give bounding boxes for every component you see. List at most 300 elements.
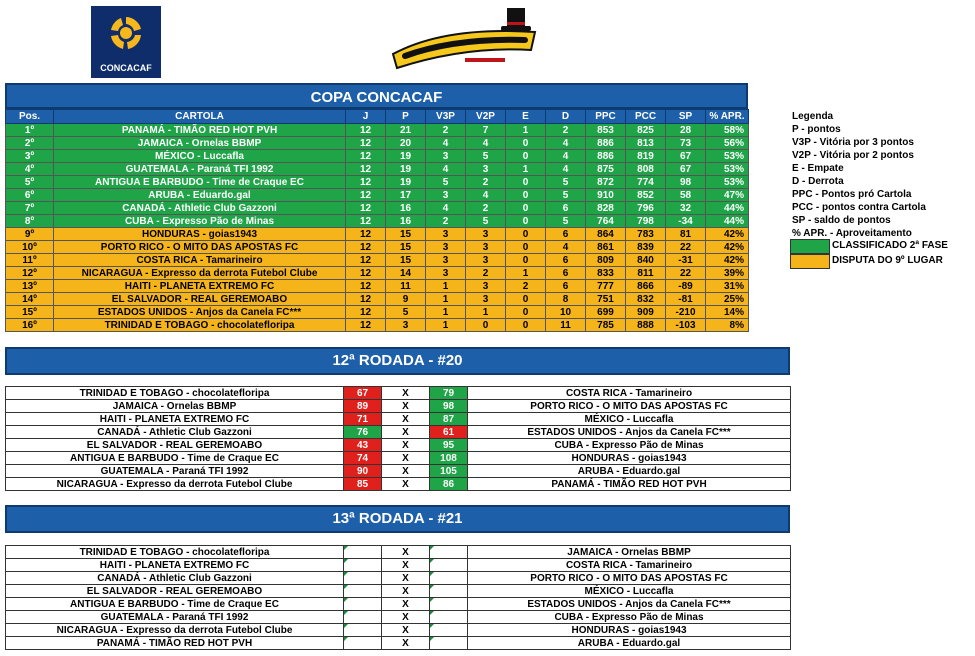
home-team: NICARAGUA - Expresso da derrota Futebol Clube [6, 478, 344, 491]
away-score: 98 [430, 400, 468, 413]
concacaf-emblem-icon [108, 15, 144, 51]
standings-cell-team: HONDURAS - goias1943 [54, 228, 346, 241]
round-13-title: 13ª RODADA - #21 [5, 505, 790, 533]
standings-cell-d: 10 [546, 306, 586, 319]
legend-classified-label: CLASSIFICADO 2ª FASE [832, 240, 948, 251]
standings-header-cell: V2P [466, 110, 506, 124]
standings-cell-ppc: 764 [586, 215, 626, 228]
standings-cell-d: 2 [546, 124, 586, 137]
standings-cell-pos: 2º [6, 137, 54, 150]
away-team: ESTADOS UNIDOS - Anjos da Canela FC*** [468, 598, 791, 611]
match-row [6, 426, 791, 439]
away-score: 61 [430, 426, 468, 439]
standings-cell-d: 11 [546, 319, 586, 332]
standings-cell-p: 20 [386, 137, 426, 150]
standings-cell-pcc: 839 [626, 241, 666, 254]
standings-cell-apr: 42% [706, 241, 749, 254]
standings-cell-p: 17 [386, 189, 426, 202]
standings-cell-team: GUATEMALA - Paraná TFI 1992 [54, 163, 346, 176]
standings-row [6, 137, 749, 150]
match-row [6, 611, 791, 624]
standings-cell-ppc: 751 [586, 293, 626, 306]
standings-cell-e: 0 [506, 293, 546, 306]
standings-cell-ppc: 886 [586, 150, 626, 163]
legend-classified-swatch [790, 239, 830, 254]
standings-cell-ppc: 886 [586, 137, 626, 150]
away-team: COSTA RICA - Tamarineiro [468, 387, 791, 400]
standings-header-cell: J [346, 110, 386, 124]
standings-cell-pcc: 783 [626, 228, 666, 241]
round-12-title: 12ª RODADA - #20 [5, 347, 790, 375]
so-campeonatos-logo [385, 6, 545, 76]
standings-cell-v3p: 1 [426, 293, 466, 306]
standings-cell-p: 19 [386, 163, 426, 176]
versus-label: X [382, 611, 430, 624]
match-row [6, 637, 791, 650]
standings-cell-sp: 73 [666, 137, 706, 150]
standings-cell-ppc: 809 [586, 254, 626, 267]
standings-cell-pcc: 888 [626, 319, 666, 332]
home-score: 67 [344, 387, 382, 400]
standings-cell-p: 3 [386, 319, 426, 332]
standings-cell-ppc: 872 [586, 176, 626, 189]
standings-cell-e: 1 [506, 163, 546, 176]
standings-cell-v2p: 5 [466, 215, 506, 228]
home-score [344, 624, 382, 637]
home-team: GUATEMALA - Paraná TFI 1992 [6, 465, 344, 478]
standings-cell-pcc: 825 [626, 124, 666, 137]
home-score [344, 598, 382, 611]
concacaf-logo-text: CONCACAF [100, 63, 152, 73]
away-team: ARUBA - Eduardo.gal [468, 637, 791, 650]
standings-cell-pos: 8º [6, 215, 54, 228]
standings-table [5, 109, 749, 332]
competition-title: COPA CONCACAF [5, 83, 748, 109]
away-team: JAMAICA - Ornelas BBMP [468, 546, 791, 559]
standings-cell-v2p: 7 [466, 124, 506, 137]
standings-cell-pcc: 840 [626, 254, 666, 267]
standings-cell-pcc: 774 [626, 176, 666, 189]
standings-cell-p: 15 [386, 254, 426, 267]
standings-cell-pcc: 813 [626, 137, 666, 150]
standings-cell-pcc: 852 [626, 189, 666, 202]
standings-cell-ppc: 699 [586, 306, 626, 319]
home-team: TRINIDAD E TOBAGO - chocolatefloripa [6, 387, 344, 400]
standings-cell-pos: 5º [6, 176, 54, 189]
home-team: ANTIGUA E BARBUDO - Time de Craque EC [6, 598, 344, 611]
standings-cell-e: 0 [506, 228, 546, 241]
standings-cell-team: MÉXICO - Luccafla [54, 150, 346, 163]
away-score [430, 559, 468, 572]
round-13-table [5, 545, 791, 650]
standings-row [6, 202, 749, 215]
standings-row [6, 254, 749, 267]
standings-cell-apr: 58% [706, 124, 749, 137]
standings-cell-v3p: 1 [426, 319, 466, 332]
standings-cell-p: 19 [386, 150, 426, 163]
standings-header-cell: E [506, 110, 546, 124]
standings-cell-sp: -103 [666, 319, 706, 332]
standings-cell-d: 6 [546, 228, 586, 241]
standings-row [6, 280, 749, 293]
standings-cell-pos: 10º [6, 241, 54, 254]
versus-label: X [382, 426, 430, 439]
standings-cell-e: 0 [506, 137, 546, 150]
home-team: EL SALVADOR - REAL GEREMOABO [6, 585, 344, 598]
legend-item: SP - saldo de pontos [792, 215, 891, 226]
home-score: 71 [344, 413, 382, 426]
away-score [430, 611, 468, 624]
home-score: 90 [344, 465, 382, 478]
standings-row [6, 163, 749, 176]
legend-title: Legenda [792, 111, 834, 122]
standings-cell-apr: 44% [706, 202, 749, 215]
standings-row [6, 150, 749, 163]
home-score [344, 546, 382, 559]
standings-row [6, 241, 749, 254]
standings-cell-d: 4 [546, 163, 586, 176]
legend-item: E - Empate [792, 163, 844, 174]
home-team: ANTIGUA E BARBUDO - Time de Craque EC [6, 452, 344, 465]
match-row [6, 452, 791, 465]
standings-cell-v2p: 3 [466, 293, 506, 306]
standings-cell-team: HAITI - PLANETA EXTREMO FC [54, 280, 346, 293]
standings-cell-v2p: 1 [466, 306, 506, 319]
legend-item: V2P - Vitória por 2 pontos [792, 150, 914, 161]
away-score [430, 598, 468, 611]
standings-row [6, 189, 749, 202]
standings-cell-e: 0 [506, 319, 546, 332]
standings-cell-ppc: 875 [586, 163, 626, 176]
standings-cell-e: 1 [506, 267, 546, 280]
standings-cell-pos: 11º [6, 254, 54, 267]
standings-cell-d: 6 [546, 254, 586, 267]
standings-cell-v2p: 5 [466, 150, 506, 163]
away-team: ARUBA - Eduardo.gal [468, 465, 791, 478]
away-team: MÉXICO - Luccafla [468, 413, 791, 426]
home-score [344, 585, 382, 598]
standings-cell-v2p: 2 [466, 176, 506, 189]
away-score: 95 [430, 439, 468, 452]
standings-cell-p: 14 [386, 267, 426, 280]
standings-cell-j: 12 [346, 254, 386, 267]
versus-label: X [382, 572, 430, 585]
versus-label: X [382, 624, 430, 637]
standings-cell-pos: 15º [6, 306, 54, 319]
away-team: PORTO RICO - O MITO DAS APOSTAS FC [468, 400, 791, 413]
standings-row [6, 306, 749, 319]
standings-row [6, 267, 749, 280]
standings-cell-sp: 22 [666, 241, 706, 254]
standings-cell-v2p: 4 [466, 189, 506, 202]
standings-cell-ppc: 864 [586, 228, 626, 241]
legend-item: PPC - Pontos pró Cartola [792, 189, 912, 200]
match-row [6, 465, 791, 478]
match-row [6, 598, 791, 611]
standings-cell-v3p: 3 [426, 254, 466, 267]
home-team: NICARAGUA - Expresso da derrota Futebol Clube [6, 624, 344, 637]
standings-cell-apr: 44% [706, 215, 749, 228]
standings-cell-j: 12 [346, 319, 386, 332]
standings-cell-d: 4 [546, 241, 586, 254]
standings-cell-v2p: 3 [466, 254, 506, 267]
standings-cell-pcc: 798 [626, 215, 666, 228]
standings-header-row [6, 110, 749, 124]
standings-cell-pos: 4º [6, 163, 54, 176]
standings-header-cell: PCC [626, 110, 666, 124]
standings-cell-apr: 42% [706, 228, 749, 241]
standings-cell-j: 12 [346, 215, 386, 228]
away-team: HONDURAS - goias1943 [468, 624, 791, 637]
standings-cell-pcc: 866 [626, 280, 666, 293]
standings-cell-team: JAMAICA - Ornelas BBMP [54, 137, 346, 150]
standings-cell-ppc: 777 [586, 280, 626, 293]
standings-cell-p: 19 [386, 176, 426, 189]
home-score: 43 [344, 439, 382, 452]
standings-cell-j: 12 [346, 241, 386, 254]
standings-cell-ppc: 785 [586, 319, 626, 332]
standings-cell-v3p: 3 [426, 150, 466, 163]
away-score: 79 [430, 387, 468, 400]
standings-cell-sp: 58 [666, 189, 706, 202]
standings-cell-ppc: 910 [586, 189, 626, 202]
standings-cell-j: 12 [346, 202, 386, 215]
versus-label: X [382, 452, 430, 465]
standings-cell-v2p: 2 [466, 267, 506, 280]
versus-label: X [382, 400, 430, 413]
standings-cell-p: 15 [386, 228, 426, 241]
standings-cell-sp: -31 [666, 254, 706, 267]
standings-cell-pos: 16º [6, 319, 54, 332]
standings-cell-apr: 25% [706, 293, 749, 306]
match-row [6, 400, 791, 413]
standings-cell-team: ANTIGUA E BARBUDO - Time de Craque EC [54, 176, 346, 189]
standings-cell-v3p: 3 [426, 228, 466, 241]
standings-cell-d: 8 [546, 293, 586, 306]
standings-cell-v3p: 4 [426, 163, 466, 176]
standings-cell-team: PANAMÁ - TIMÃO RED HOT PVH [54, 124, 346, 137]
standings-cell-v2p: 4 [466, 137, 506, 150]
standings-cell-j: 12 [346, 306, 386, 319]
away-team: CUBA - Expresso Pão de Minas [468, 439, 791, 452]
away-team: PANAMÁ - TIMÃO RED HOT PVH [468, 478, 791, 491]
standings-cell-e: 0 [506, 254, 546, 267]
away-team: MÉXICO - Luccafla [468, 585, 791, 598]
standings-cell-v3p: 5 [426, 176, 466, 189]
away-score [430, 585, 468, 598]
versus-label: X [382, 478, 430, 491]
standings-cell-e: 0 [506, 202, 546, 215]
standings-cell-pcc: 811 [626, 267, 666, 280]
match-row [6, 439, 791, 452]
standings-cell-v2p: 3 [466, 163, 506, 176]
standings-cell-e: 2 [506, 280, 546, 293]
away-score: 86 [430, 478, 468, 491]
standings-cell-apr: 31% [706, 280, 749, 293]
standings-cell-j: 12 [346, 163, 386, 176]
standings-cell-apr: 56% [706, 137, 749, 150]
versus-label: X [382, 387, 430, 400]
standings-cell-v2p: 3 [466, 241, 506, 254]
standings-cell-apr: 53% [706, 176, 749, 189]
standings-cell-team: ARUBA - Eduardo.gal [54, 189, 346, 202]
standings-cell-v3p: 2 [426, 124, 466, 137]
standings-header-cell: Pos. [6, 110, 54, 124]
standings-cell-sp: -34 [666, 215, 706, 228]
away-score [430, 624, 468, 637]
home-team: TRINIDAD E TOBAGO - chocolatefloripa [6, 546, 344, 559]
away-score [430, 637, 468, 650]
standings-cell-team: PORTO RICO - O MITO DAS APOSTAS FC [54, 241, 346, 254]
standings-cell-e: 0 [506, 215, 546, 228]
standings-cell-e: 0 [506, 189, 546, 202]
match-row [6, 585, 791, 598]
away-score: 87 [430, 413, 468, 426]
standings-cell-p: 16 [386, 215, 426, 228]
legend-item: V3P - Vitória por 3 pontos [792, 137, 914, 148]
standings-cell-v3p: 2 [426, 215, 466, 228]
standings-cell-v2p: 0 [466, 319, 506, 332]
standings-cell-pos: 7º [6, 202, 54, 215]
standings-header-cell: CARTOLA [54, 110, 346, 124]
standings-cell-e: 0 [506, 241, 546, 254]
standings-cell-sp: 28 [666, 124, 706, 137]
standings-cell-pos: 3º [6, 150, 54, 163]
home-team: HAITI - PLANETA EXTREMO FC [6, 559, 344, 572]
standings-cell-e: 1 [506, 124, 546, 137]
standings-cell-p: 9 [386, 293, 426, 306]
standings-header-cell: SP [666, 110, 706, 124]
versus-label: X [382, 465, 430, 478]
standings-cell-v2p: 2 [466, 202, 506, 215]
standings-cell-apr: 53% [706, 150, 749, 163]
standings-cell-j: 12 [346, 293, 386, 306]
home-team: EL SALVADOR - REAL GEREMOABO [6, 439, 344, 452]
match-row [6, 478, 791, 491]
away-team: CUBA - Expresso Pão de Minas [468, 611, 791, 624]
standings-row [6, 124, 749, 137]
standings-cell-j: 12 [346, 280, 386, 293]
standings-cell-sp: -81 [666, 293, 706, 306]
home-team: GUATEMALA - Paraná TFI 1992 [6, 611, 344, 624]
home-team: CANADÁ - Athletic Club Gazzoni [6, 572, 344, 585]
standings-cell-d: 4 [546, 137, 586, 150]
match-row [6, 413, 791, 426]
legend-item: PCC - pontos contra Cartola [792, 202, 926, 213]
standings-cell-j: 12 [346, 228, 386, 241]
standings-cell-sp: 81 [666, 228, 706, 241]
legend-item: % APR. - Aproveitamento [792, 228, 912, 239]
standings-cell-v2p: 3 [466, 228, 506, 241]
concacaf-logo [91, 6, 161, 78]
match-row [6, 546, 791, 559]
standings-header-cell: D [546, 110, 586, 124]
standings-header-cell: P [386, 110, 426, 124]
away-score: 108 [430, 452, 468, 465]
standings-cell-ppc: 828 [586, 202, 626, 215]
standings-cell-pos: 1º [6, 124, 54, 137]
match-row [6, 387, 791, 400]
versus-label: X [382, 439, 430, 452]
standings-cell-pcc: 819 [626, 150, 666, 163]
standings-cell-apr: 39% [706, 267, 749, 280]
home-score [344, 637, 382, 650]
standings-cell-d: 5 [546, 215, 586, 228]
versus-label: X [382, 559, 430, 572]
home-score: 74 [344, 452, 382, 465]
standings-cell-v3p: 1 [426, 280, 466, 293]
standings-cell-pcc: 909 [626, 306, 666, 319]
standings-cell-e: 0 [506, 176, 546, 189]
versus-label: X [382, 546, 430, 559]
standings-row [6, 293, 749, 306]
standings-cell-ppc: 853 [586, 124, 626, 137]
standings-cell-d: 4 [546, 150, 586, 163]
standings-cell-p: 16 [386, 202, 426, 215]
home-score: 89 [344, 400, 382, 413]
standings-cell-apr: 53% [706, 163, 749, 176]
standings-cell-sp: 22 [666, 267, 706, 280]
standings-cell-v3p: 3 [426, 267, 466, 280]
standings-cell-apr: 8% [706, 319, 749, 332]
standings-cell-pos: 14º [6, 293, 54, 306]
home-score [344, 572, 382, 585]
standings-cell-p: 21 [386, 124, 426, 137]
standings-cell-apr: 14% [706, 306, 749, 319]
standings-cell-team: CANADÁ - Athletic Club Gazzoni [54, 202, 346, 215]
standings-cell-pos: 13º [6, 280, 54, 293]
standings-cell-v3p: 3 [426, 189, 466, 202]
legend [792, 110, 926, 240]
standings-cell-j: 12 [346, 176, 386, 189]
standings-cell-team: COSTA RICA - Tamarineiro [54, 254, 346, 267]
match-row [6, 572, 791, 585]
standings-row [6, 215, 749, 228]
home-score: 76 [344, 426, 382, 439]
standings-header-cell: V3P [426, 110, 466, 124]
home-score: 85 [344, 478, 382, 491]
away-team: PORTO RICO - O MITO DAS APOSTAS FC [468, 572, 791, 585]
standings-cell-v3p: 4 [426, 137, 466, 150]
away-score [430, 572, 468, 585]
standings-cell-pcc: 808 [626, 163, 666, 176]
away-team: COSTA RICA - Tamarineiro [468, 559, 791, 572]
standings-cell-ppc: 833 [586, 267, 626, 280]
standings-cell-apr: 42% [706, 254, 749, 267]
standings-cell-pos: 6º [6, 189, 54, 202]
standings-row [6, 319, 749, 332]
standings-cell-d: 5 [546, 176, 586, 189]
standings-cell-team: NICARAGUA - Expresso da derrota Futebol Clube [54, 267, 346, 280]
standings-cell-pos: 12º [6, 267, 54, 280]
standings-cell-pcc: 832 [626, 293, 666, 306]
standings-row [6, 228, 749, 241]
standings-header-cell: PPC [586, 110, 626, 124]
standings-cell-d: 5 [546, 189, 586, 202]
away-score [430, 546, 468, 559]
standings-cell-v2p: 3 [466, 280, 506, 293]
standings-cell-v3p: 4 [426, 202, 466, 215]
away-team: HONDURAS - goias1943 [468, 452, 791, 465]
standings-cell-j: 12 [346, 189, 386, 202]
standings-cell-j: 12 [346, 150, 386, 163]
standings-cell-d: 6 [546, 267, 586, 280]
standings-cell-d: 6 [546, 280, 586, 293]
standings-cell-j: 12 [346, 124, 386, 137]
standings-cell-sp: 67 [666, 150, 706, 163]
standings-cell-team: EL SALVADOR - REAL GEREMOABO [54, 293, 346, 306]
versus-label: X [382, 413, 430, 426]
